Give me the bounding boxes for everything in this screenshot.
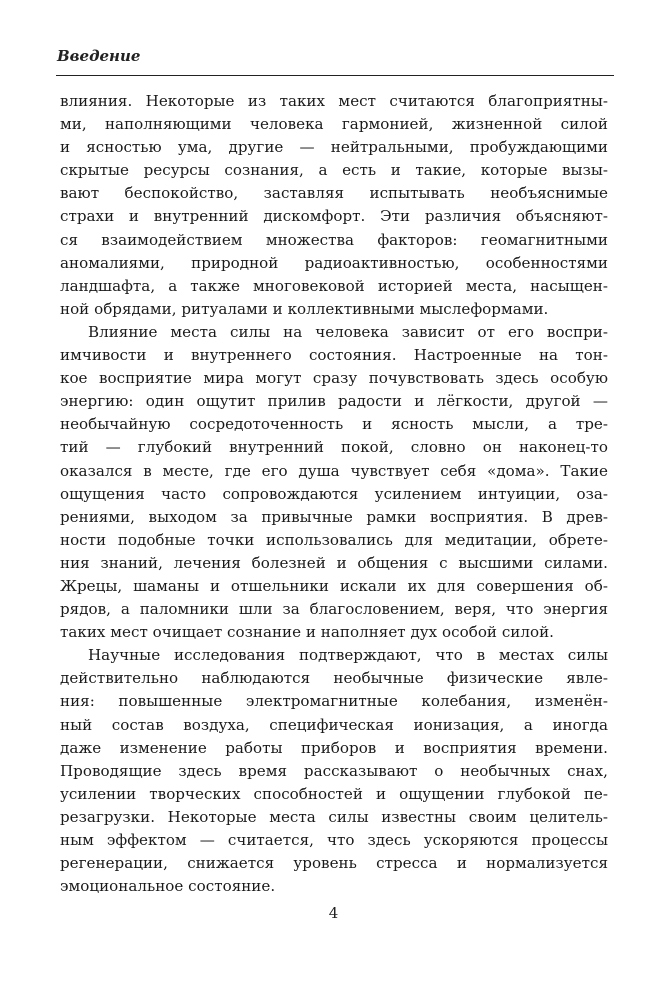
text-line: рядов, а паломники шли за благословением, веря, что энергия <box>60 600 608 619</box>
text-line: кое восприятие мира могут сразу почувствовать здесь особую <box>60 369 608 388</box>
paragraph <box>60 321 608 644</box>
page-number: 4 <box>328 904 339 922</box>
paragraph <box>60 644 608 898</box>
body-text <box>60 90 608 898</box>
text-line: действительно наблюдаются необычные физические явле- <box>60 669 608 688</box>
text-line: ния: повышенные электромагнитные колебания, изменён- <box>60 692 608 711</box>
text-line: ся взаимодействием множества факторов: геомагнитными <box>60 230 608 249</box>
text-line: Жрецы, шаманы и отшельники искали их для совершения об- <box>60 576 608 595</box>
text-line: вают беспокойство, заставляя испытывать необъяснимые <box>60 184 608 203</box>
text-line: таких мест очищает сознание и наполняет дух особой силой. <box>60 623 554 642</box>
text-line: имчивости и внутреннего состояния. Настроенные на тон- <box>60 346 608 365</box>
text-line: ландшафта, а также многовековой историей места, насыщен- <box>60 276 608 295</box>
text-line: рениями, выходом за привычные рамки восприятия. В древ- <box>60 507 608 526</box>
text-line: влияния. Некоторые из таких мест считаются благоприятны- <box>60 92 608 110</box>
text-line: ности подобные точки использовались для медитации, обрете- <box>60 530 608 549</box>
running-title: Введение <box>57 47 141 65</box>
text-line: даже изменение работы приборов и восприятия времени. <box>60 738 608 757</box>
text-line: Проводящие здесь время рассказывают о необычных снах, <box>60 761 608 780</box>
text-line: энергию: один ощутит прилив радости и лёгкости, другой — <box>60 392 608 411</box>
text-line: усилении творческих способностей и ощущении глубокой пе- <box>60 784 608 803</box>
text-line: ной обрядами, ритуалами и коллективными мыслеформами. <box>60 299 549 318</box>
text-line: тий — глубокий внутренний покой, словно он наконец-то <box>60 438 608 457</box>
text-line: регенерации, снижается уровень стресса и нормализуется <box>60 854 608 873</box>
text-line: необычайную сосредоточенность и ясность мысли, а тре- <box>60 415 608 434</box>
text-line: и ясностью ума, другие — нейтральными, пробуждающими <box>60 138 608 157</box>
text-line: Научные исследования подтверждают, что в местах силы <box>88 646 608 665</box>
text-line: резагрузки. Некоторые места силы известны своим целитель- <box>60 807 608 826</box>
text-line: ми, наполняющими человека гармонией, жизненной силой <box>60 115 608 134</box>
header-rule <box>56 75 614 76</box>
paragraph <box>60 90 608 321</box>
text-line: скрытые ресурсы сознания, а есть и такие, которые вызы- <box>60 161 608 180</box>
text-line: ощущения часто сопровождаются усилением интуиции, оза- <box>60 484 608 503</box>
text-line: страхи и внутренний дискомфорт. Эти различия объясняют- <box>60 207 608 226</box>
text-line: аномалиями, природной радиоактивностью, особенностями <box>60 253 608 272</box>
text-line: эмоциональное состояние. <box>60 877 276 896</box>
text-line: ный состав воздуха, специфическая ионизация, а иногда <box>60 715 608 734</box>
text-line: ным эффектом — считается, что здесь ускоряются процессы <box>60 831 608 849</box>
text-line: Влияние места силы на человека зависит от его воспри- <box>88 322 608 341</box>
text-line: оказался в месте, где его душа чувствует себя «дома». Такие <box>60 461 608 480</box>
text-line: ния знаний, лечения болезней и общения с высшими силами. <box>60 553 608 572</box>
